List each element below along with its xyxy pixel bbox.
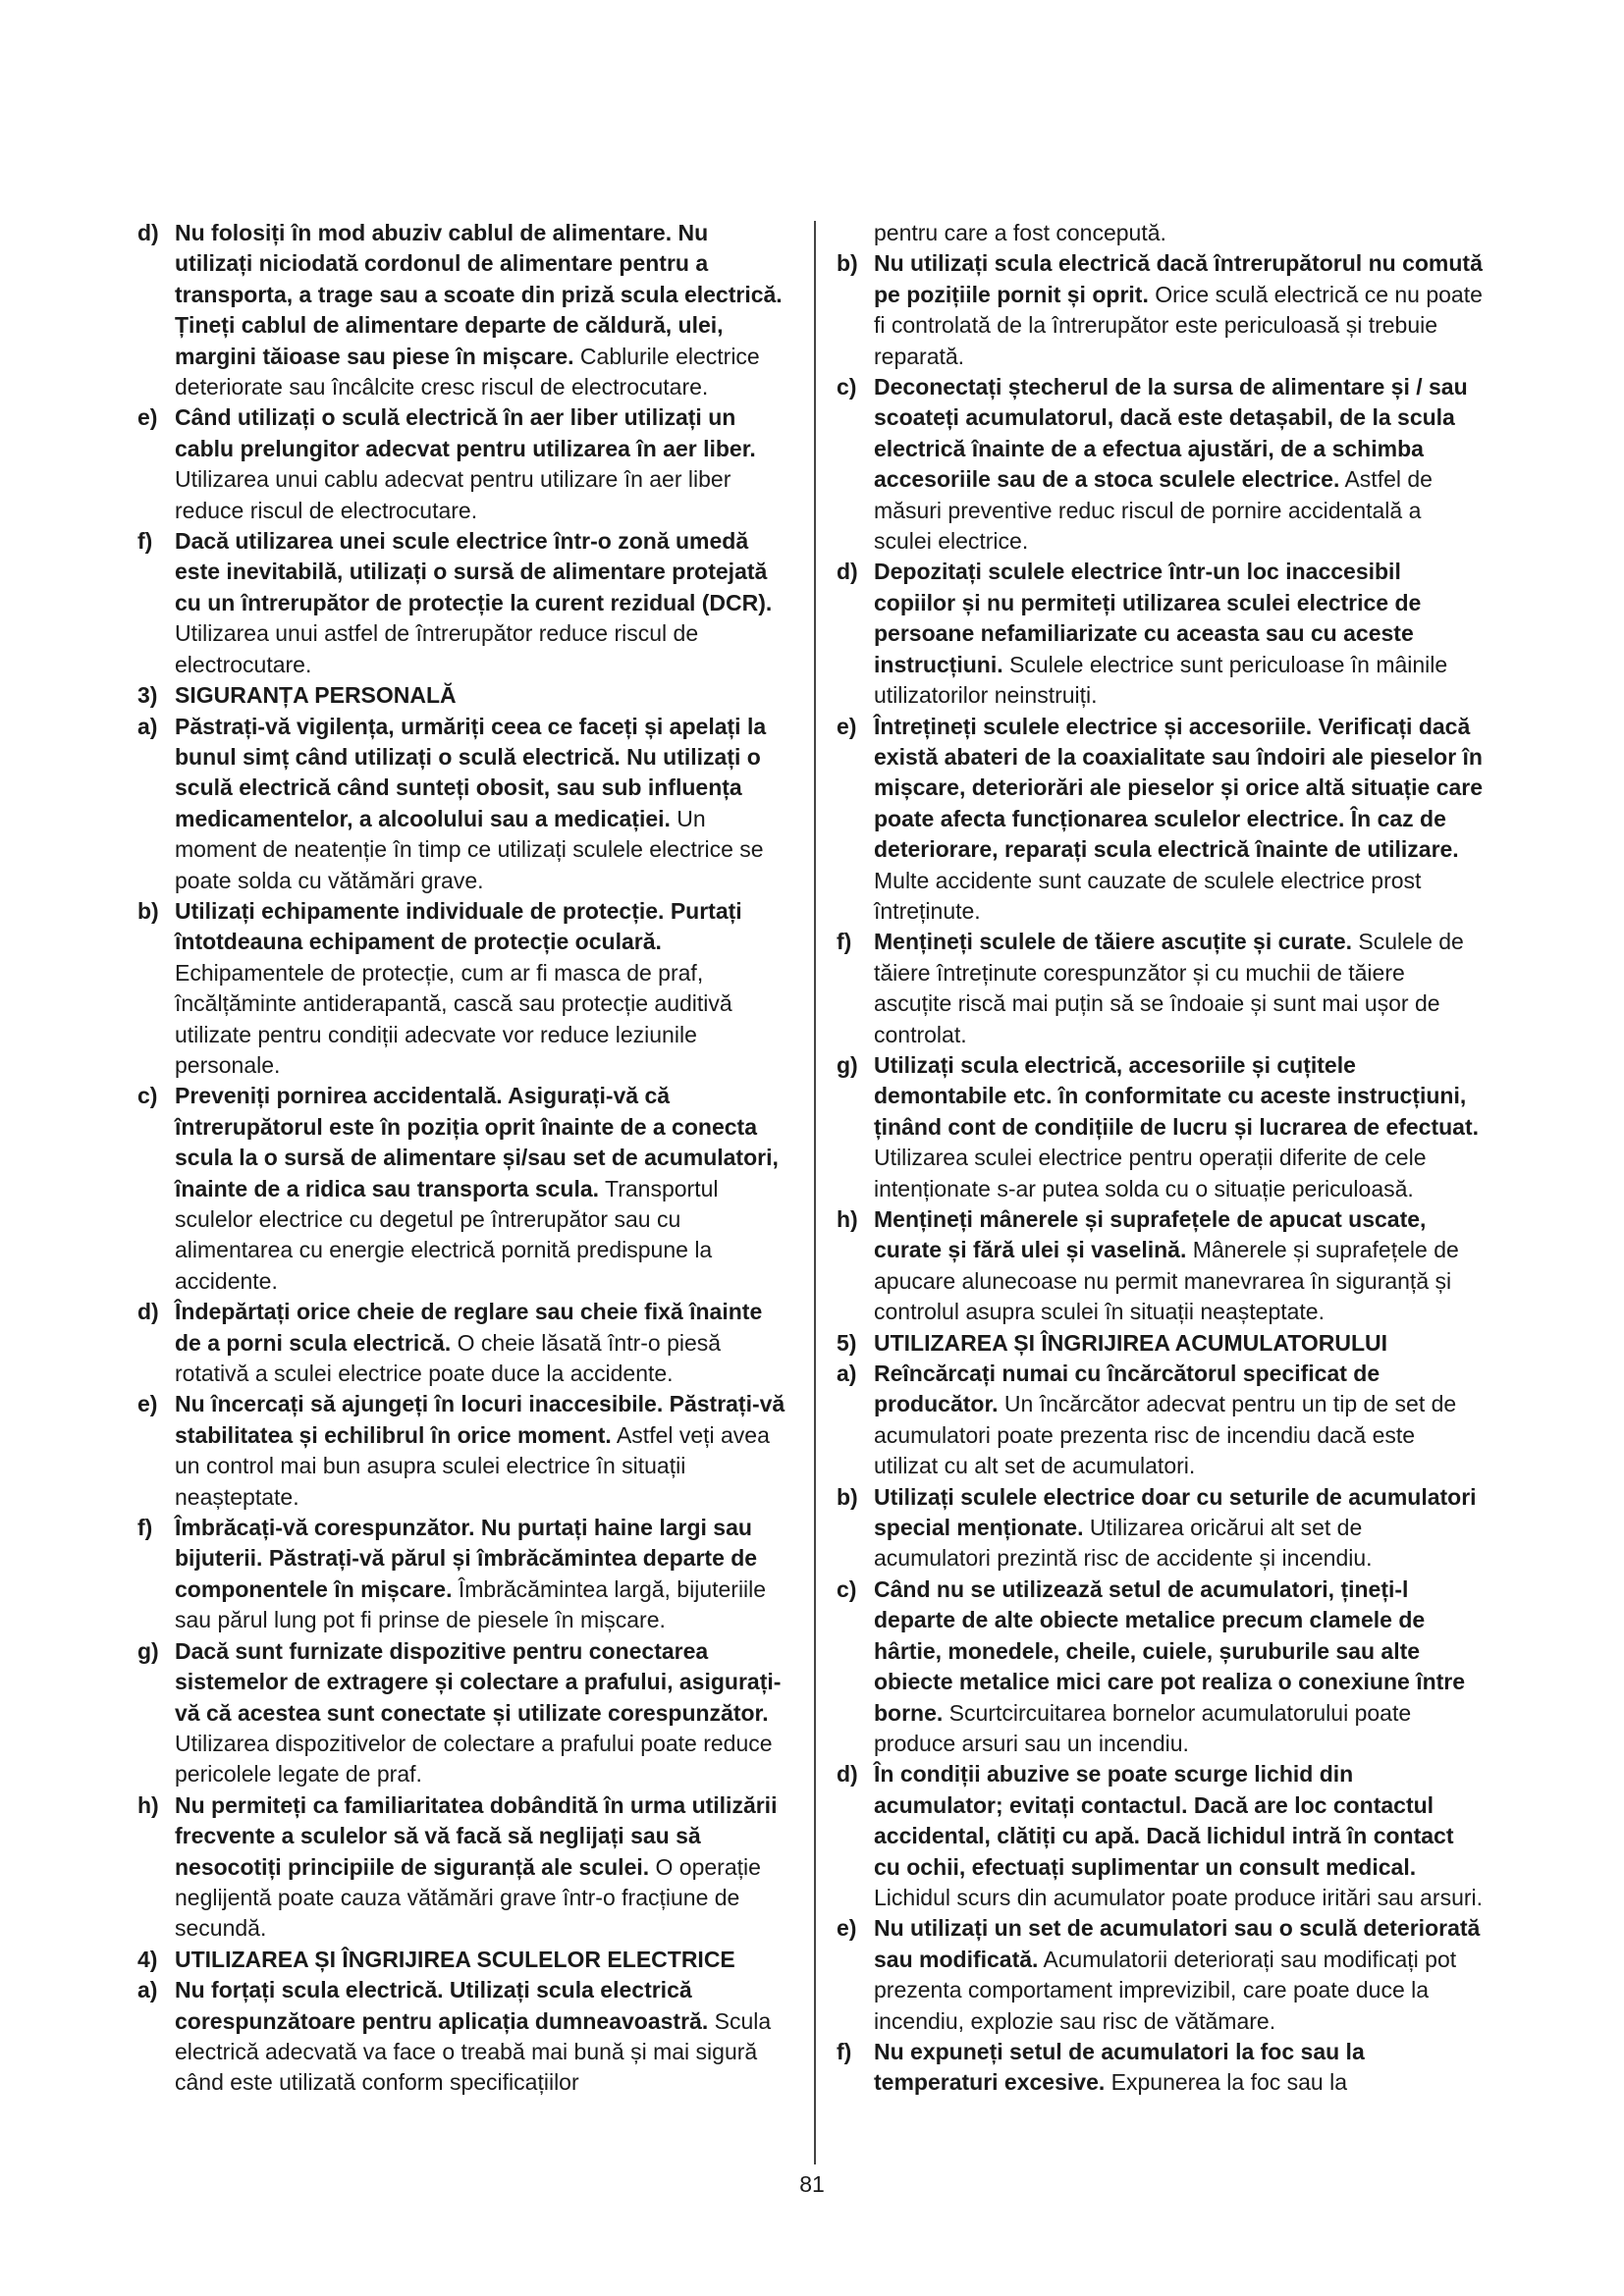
item-heading: Nu permiteți ca familiaritatea dobândită în urma utilizării frecvente a sculelor să vă facă să neglijați sau să nesocotiți principiile de siguranță ale sculei. [175, 1791, 778, 1880]
right-item-f-fire [837, 2037, 1485, 2099]
continuation-text: pentru care a fost concepută. [874, 220, 1166, 245]
item-label: b) [137, 897, 159, 924]
item-heading: Deconectați ștecherul de la sursa de alimentare și / sau scoateți acumulatorul, dacă este detașabil, de la scula electrică înainte de a efectua ajustări, de a schimba accesoriile sau de a stoca sculele electrice. [874, 374, 1468, 493]
right-item-c-disconnect [837, 372, 1485, 557]
item-heading: Reîncărcați numai cu încărcătorul specificat de producător. [874, 1361, 1380, 1417]
right-item-a-charger [837, 1359, 1485, 1482]
item-body: Utilizarea sculei electrice pentru operații diferite de cele intenționate s-ar putea solda cu o situație periculoasă. [874, 1145, 1427, 1201]
item-label: f) [837, 929, 852, 955]
section-title: UTILIZAREA ȘI ÎNGRIJIREA SCULELOR ELECTRICE [175, 1946, 735, 1972]
item-label: f) [837, 2038, 852, 2064]
item-label: h) [837, 1206, 858, 1232]
item-label: c) [137, 1083, 158, 1109]
item-body: Echipamentele de protecție, cum ar fi masca de praf, încălțăminte antiderapantă, cască sau protecție auditivă utilizate pentru condiții adecvate vor reduce leziunile personale. [175, 959, 732, 1078]
right-item-d-liquid [837, 1759, 1485, 1913]
item-heading: Întrețineți sculele electrice și accesoriile. Verificați dacă există abateri de la coaxialitate sau îndoiri ale pieselor în mișcare, deteriorări ale pieselor și orice altă situație care poate afecta funcționarea sculelor electrice. În caz de deteriorare, reparați scula electrică înainte de utilizare. [874, 713, 1484, 863]
right-item-e-damaged [837, 1913, 1485, 2037]
left-item-f-damp [137, 526, 785, 680]
item-heading: Îndepărtați orice cheie de reglare sau cheie fixă înainte de a porni scula electrică. [175, 1299, 763, 1356]
page-number: 81 [799, 2171, 825, 2197]
item-body: Acumulatorii deteriorați sau modificați pot prezenta comportament imprevizibil, care poate duce la incendiu, explozie sau risc de vătămare. [874, 1946, 1457, 2034]
item-label: b) [837, 250, 858, 277]
item-body: Utilizarea unui astfel de întrerupător reduce riscul de electrocutare. [175, 620, 699, 677]
item-heading: Utilizați echipamente individuale de protecție. Purtați întotdeauna echipament de protecție oculară. [175, 897, 742, 955]
right-item-e-maintain [837, 712, 1485, 928]
item-heading: Nu utilizați scula electrică dacă întrerupătorul nu comută pe pozițiile pornit și oprit. [874, 250, 1483, 307]
item-body: Astfel veți avea un control mai bun asupra sculei electrice în situații neașteptate. [175, 1421, 770, 1510]
item-heading: Dacă utilizarea unei scule electrice într-o zonă umedă este inevitabilă, utilizați o sursă de alimentare protejată cu un întrerupător de protecție la curent rezidual (DCR). [175, 528, 773, 615]
item-label: g) [837, 1051, 858, 1078]
item-body: Mânerele și suprafețele de apucare alunecoase nu permit manevrarea în siguranță și controlul asupra sculei în situații neașteptate. [874, 1237, 1459, 1325]
item-heading: Nu încercați să ajungeți în locuri inaccesibile. Păstrați-vă stabilitatea și echilibrul în orice moment. [175, 1391, 785, 1448]
left-item-a-vigilance [137, 712, 785, 896]
item-label: f) [137, 1515, 153, 1541]
item-label: d) [837, 1761, 858, 1788]
right-item-b-battery-packs [837, 1482, 1485, 1575]
item-body: Un încărcător adecvat pentru un tip de set de acumulatori poate prezenta risc de incendiu dacă este utilizat cu alt set de acumulatori. [874, 1391, 1457, 1479]
left-item-g-dust [137, 1636, 785, 1790]
left-item-h-familiarity [137, 1790, 785, 1945]
item-heading: Preveniți pornirea accidentală. Asigurați-vă că întrerupătorul este în poziția oprit înainte de a conecta scula la o sursă de alimentare și/sau set de acumulatori, înainte de a ridica sau transporta scula. [175, 1083, 779, 1201]
item-heading: Nu utilizați un set de acumulatori sau o sculă deteriorată sau modificată. [874, 1915, 1481, 1972]
item-label: 5) [837, 1329, 857, 1356]
right-item-b-switch [837, 248, 1485, 372]
right-item-c-metal-objects [837, 1575, 1485, 1759]
column-divider [814, 221, 816, 2164]
right-item-g-accessories [837, 1050, 1485, 1204]
left-item-e-outdoor [137, 402, 785, 526]
item-body: Cablurile electrice deteriorate sau încâlcite cresc riscul de electrocutare. [175, 343, 760, 400]
item-heading: În condiții abuzive se poate scurge lichid din acumulator; evitați contactul. Dacă are loc contactul accidental, clătiți cu apă. Dacă lichidul intră în contact cu ochii, efectuați suplimentar un consult medical. [874, 1761, 1454, 1880]
item-body: Utilizarea oricărui alt set de acumulatori prezintă risc de accidente și incendiu. [874, 1515, 1373, 1572]
item-label: e) [137, 404, 158, 431]
left-item-f-dress [137, 1513, 785, 1636]
item-body: O operație neglijentă poate cauza vătămări grave într-o fracțiune de secundă. [175, 1853, 761, 1942]
section-heading-3 [137, 680, 785, 711]
item-body: Lichidul scurs din acumulator poate produce iritări sau arsuri. [874, 1884, 1484, 1910]
left-column [137, 218, 785, 2099]
left-item-d-cable [137, 218, 785, 402]
item-heading: Îmbrăcați-vă corespunzător. Nu purtați haine largi sau bijuterii. Păstrați-vă părul și îmbrăcămintea departe de componentele în mișcare. [175, 1515, 758, 1602]
item-label: a) [137, 1977, 158, 2003]
item-heading: Nu expuneți setul de acumulatori la foc sau la temperaturi excesive. [874, 2038, 1365, 2096]
item-label: c) [837, 374, 857, 400]
item-label: d) [837, 559, 858, 585]
item-label: e) [137, 1391, 158, 1417]
item-heading: Când nu se utilizează setul de acumulatori, țineți-l departe de alte obiecte metalice precum clamele de hârtie, monedele, cheile, cuiele, șuruburile sau alte obiecte metalice mici care pot realiza o conexiune între borne. [874, 1575, 1466, 1726]
section-title: SIGURANȚA PERSONALĂ [175, 682, 457, 709]
item-heading: Depozitați sculele electrice într-un loc inaccesibil copiilor și nu permiteți utilizarea sculei electrice de persoane nefamiliarizate cu aceasta sau cu aceste instrucțiuni. [874, 559, 1422, 677]
item-label: h) [137, 1791, 159, 1818]
item-heading: Mențineți sculele de tăiere ascuțite și curate. [874, 929, 1353, 955]
item-label: e) [837, 1915, 857, 1942]
item-label: a) [837, 1361, 857, 1387]
item-body: Multe accidente sunt cauzate de sculele electrice prost întreținute. [874, 867, 1422, 924]
section-heading-4 [137, 1945, 785, 1975]
left-item-b-protection [137, 896, 785, 1081]
item-label: d) [137, 220, 159, 245]
item-heading: Mențineți mânerele și suprafețele de apucat uscate, curate și fără ulei și vaselină. [874, 1206, 1427, 1263]
item-body: Utilizarea dispozitivelor de colectare a prafului poate reduce pericolele legate de praf. [175, 1730, 773, 1788]
item-body: Expunerea la foc sau la [1105, 2069, 1348, 2096]
item-heading: Dacă sunt furnizate dispozitive pentru conectarea sistemelor de extragere și colectare a prafului, asigurați-vă că acestea sunt conectate și utilizate corespunzător. [175, 1637, 782, 1726]
item-label: 3) [137, 682, 158, 709]
item-body: Sculele de tăiere întreținute corespunzător și cu muchii de tăiere ascuțite riscă mai puțin să se îndoaie și sunt mai ușor de controlat. [874, 929, 1464, 1047]
item-heading: Nu folosiți în mod abuziv cablul de alimentare. Nu utilizați niciodată cordonul de alimentare pentru a transporta, a trage sau a scoate din priză scula electrică. Țineți cablul de alimentare departe de căldură, ulei, margini tăioase sau piese în mișcare. [175, 220, 783, 369]
left-item-e-reach [137, 1389, 785, 1513]
item-body: Utilizarea unui cablu adecvat pentru utilizare în aer liber reduce riscul de electrocutare. [175, 466, 731, 523]
item-body: Scurtcircuitarea bornelor acumulatorului poate produce arsuri sau un incendiu. [874, 1699, 1412, 1756]
item-heading: Nu forțați scula electrică. Utilizați scula electrică corespunzătoare pentru aplicația dumneavoastră. [175, 1977, 709, 2034]
item-body: Orice sculă electrică ce nu poate fi controlată de la întrerupător este periculoasă și trebuie reparată. [874, 281, 1483, 369]
item-label: c) [837, 1575, 857, 1602]
right-item-f-cutting-tools [837, 927, 1485, 1050]
item-label: b) [837, 1483, 858, 1510]
item-body: O cheie lăsată într-o piesă rotativă a sculei electrice poate duce la accidente. [175, 1329, 722, 1387]
item-label: e) [837, 713, 857, 739]
item-label: 4) [137, 1946, 158, 1972]
item-label: f) [137, 528, 153, 555]
item-body: Scula electrică adecvată va face o treabă mai bună și mai sigură când este utilizată conform specificațiilor [175, 2007, 772, 2096]
left-item-a-force [137, 1975, 785, 2099]
item-heading: Păstrați-vă vigilența, urmăriți ceea ce faceți și apelați la bunul simț când utilizați o sculă electrică. Nu utilizați o sculă electrică când sunteți obosit, sau sub influența medicamentelor, a alcoolului sau a medicației. [175, 713, 767, 831]
item-body: Transportul sculelor electrice cu degetul pe întrerupător sau cu alimentarea cu energie electrică pornită predispune la accidente. [175, 1175, 719, 1294]
right-item-d-storage [837, 557, 1485, 711]
item-label: g) [137, 1637, 159, 1664]
section-title: UTILIZAREA ȘI ÎNGRIJIREA ACUMULATORULUI [874, 1329, 1388, 1356]
item-label: a) [137, 713, 158, 739]
left-item-c-startup [137, 1081, 785, 1297]
item-body: Un moment de neatenție în timp ce utilizați sculele electrice se poate solda cu vătămări grave. [175, 805, 764, 893]
item-heading: Utilizați sculele electrice doar cu seturile de acumulatori special menționate. [874, 1483, 1477, 1541]
item-heading: Când utilizați o sculă electrică în aer liber utilizați un cablu prelungitor adecvat pentru utilizarea în aer liber. [175, 404, 756, 461]
right-item-h-handles [837, 1204, 1485, 1328]
item-label: d) [137, 1299, 159, 1325]
item-heading: Utilizați scula electrică, accesoriile și cuțitele demontabile etc. în conformitate cu aceste instrucțiuni, ținând cont de condițiile de lucru și lucrarea de efectuat. [874, 1051, 1480, 1140]
right-column [837, 218, 1485, 2099]
item-body: Îmbrăcămintea largă, bijuteriile sau părul lung pot fi prinse de piesele în mișcare. [175, 1575, 767, 1633]
item-body: Astfel de măsuri preventive reduc riscul de pornire accidentală a sculei electrice. [874, 466, 1433, 555]
section-heading-5 [837, 1328, 1485, 1359]
item-body: Sculele electrice sunt periculoase în mâinile utilizatorilor neinstruiți. [874, 651, 1448, 709]
left-item-d-wrench [137, 1297, 785, 1389]
